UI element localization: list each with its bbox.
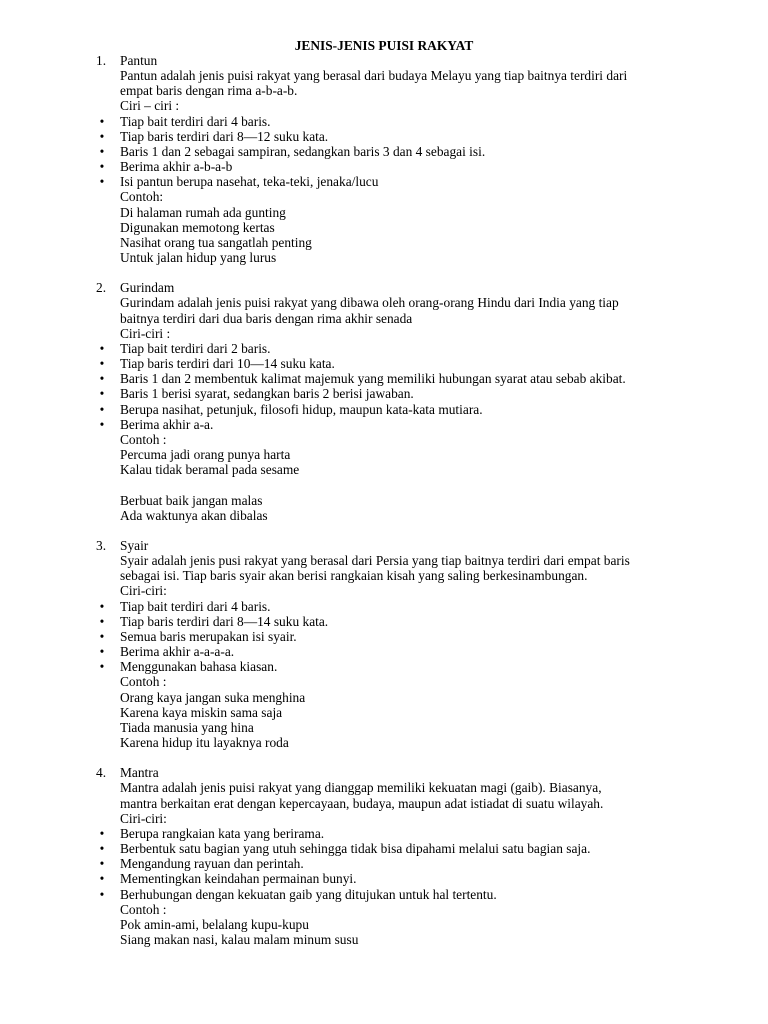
example-line: Orang kaya jangan suka menghina bbox=[120, 689, 306, 705]
example-line: Untuk jalan hidup yang lurus bbox=[120, 250, 277, 266]
ciri-item bbox=[96, 159, 726, 174]
bullet-icon: • bbox=[99, 356, 105, 372]
bullet-icon: • bbox=[99, 856, 105, 872]
section-heading bbox=[96, 538, 726, 553]
ciri-item bbox=[96, 871, 726, 886]
description-line: baitnya terdiri dari dua baris dengan rima akhir senada bbox=[120, 310, 413, 326]
example-line: Karena kaya miskin sama saja bbox=[120, 704, 283, 720]
section-gap bbox=[96, 265, 726, 280]
ciri-text: Mengandung rayuan dan perintah. bbox=[120, 856, 304, 872]
bullet-icon: • bbox=[99, 871, 105, 887]
ciri-text: Berhubungan dengan kekuatan gaib yang ditujukan untuk hal tertentu. bbox=[120, 886, 497, 902]
example-line: Digunakan memotong kertas bbox=[120, 219, 275, 235]
contoh-label: Contoh: bbox=[120, 189, 164, 205]
bullet-icon: • bbox=[99, 128, 105, 144]
example-line: Berbuat baik jangan malas bbox=[120, 492, 263, 508]
ciri-text: Menggunakan bahasa kiasan. bbox=[120, 659, 278, 675]
ciri-text: Berupa nasihat, petunjuk, filosofi hidup, maupun kata-kata mutiara. bbox=[120, 401, 483, 417]
ciri-item bbox=[96, 371, 726, 386]
bullet-icon: • bbox=[99, 113, 105, 129]
ciri-label: Ciri – ciri : bbox=[120, 98, 180, 114]
description-line: sebagai isi. Tiap baris syair akan berisi rangkaian kisah yang saling berkesinambungan. bbox=[120, 568, 588, 584]
example-line: Tiada manusia yang hina bbox=[120, 719, 254, 735]
ciri-text: Baris 1 dan 2 sebagai sampiran, sedangkan baris 3 dan 4 sebagai isi. bbox=[120, 143, 486, 159]
section-name: Syair bbox=[120, 537, 149, 553]
example-line: Karena hidup itu layaknya roda bbox=[120, 734, 289, 750]
ciri-text: Tiap bait terdiri dari 4 baris. bbox=[120, 113, 271, 129]
document-body bbox=[96, 53, 726, 947]
description-line: mantra berkaitan erat dengan kepercayaan, budaya, maupun adat istiadat di suatu wilayah. bbox=[120, 795, 604, 811]
bullet-icon: • bbox=[99, 401, 105, 417]
ciri-label: Ciri-ciri: bbox=[120, 583, 167, 599]
section-name: Pantun bbox=[120, 53, 158, 68]
section-gap bbox=[96, 750, 726, 765]
section-heading bbox=[96, 53, 726, 68]
ciri-item bbox=[96, 887, 726, 902]
section-name: Gurindam bbox=[120, 280, 175, 296]
document-title: JENIS-JENIS PUISI RAKYAT bbox=[294, 38, 474, 53]
ciri-item bbox=[96, 417, 726, 432]
ciri-label: Ciri-ciri: bbox=[120, 810, 167, 826]
ciri-text: Baris 1 dan 2 membentuk kalimat majemuk yang memiliki hubungan syarat atau sebab akibat. bbox=[120, 371, 626, 387]
example-line: Ada waktunya akan dibalas bbox=[120, 507, 268, 523]
ciri-item bbox=[96, 629, 726, 644]
bullet-icon: • bbox=[99, 825, 105, 841]
ciri-item bbox=[96, 659, 726, 674]
ciri-text: Baris 1 berisi syarat, sedangkan baris 2 berisi jawaban. bbox=[120, 386, 414, 402]
contoh-label: Contoh : bbox=[120, 674, 167, 690]
example-line: Pok amin-ami, belalang kupu-kupu bbox=[120, 916, 309, 932]
ciri-text: Berima akhir a-b-a-b bbox=[120, 159, 233, 175]
bullet-icon: • bbox=[99, 598, 105, 614]
section-number: 1. bbox=[96, 53, 107, 68]
ciri-item bbox=[96, 114, 726, 129]
ciri-text: Berima akhir a-a. bbox=[120, 416, 214, 432]
description-line: Syair adalah jenis pusi rakyat yang berasal dari Persia yang tiap baitnya terdiri dari empat baris bbox=[120, 553, 630, 569]
example-line: Nasihat orang tua sangatlah penting bbox=[120, 234, 312, 250]
ciri-item bbox=[96, 386, 726, 401]
ciri-item bbox=[96, 144, 726, 159]
ciri-item bbox=[96, 856, 726, 871]
example-line: Kalau tidak beramal pada sesame bbox=[120, 462, 300, 478]
ciri-text: Berupa rangkaian kata yang berirama. bbox=[120, 825, 325, 841]
ciri-item bbox=[96, 174, 726, 189]
ciri-text: Mementingkan keindahan permainan bunyi. bbox=[120, 871, 357, 887]
description-line: Gurindam adalah jenis puisi rakyat yang dibawa oleh orang-orang Hindu dari India yang tiap bbox=[120, 295, 619, 311]
ciri-label: Ciri-ciri : bbox=[120, 325, 171, 341]
section-gap bbox=[96, 523, 726, 538]
ciri-text: Tiap baris terdiri dari 8—12 suku kata. bbox=[120, 128, 329, 144]
ciri-item bbox=[96, 644, 726, 659]
section-mantra bbox=[96, 765, 726, 947]
bullet-icon: • bbox=[99, 628, 105, 644]
section-heading bbox=[96, 280, 726, 295]
description-line: empat baris dengan rima a-b-a-b. bbox=[120, 83, 298, 99]
ciri-item bbox=[96, 614, 726, 629]
section-syair bbox=[96, 538, 726, 750]
ciri-item bbox=[96, 129, 726, 144]
ciri-text: Berbentuk satu bagian yang utuh sehingga tidak bisa dipahami melalui satu bagian saja. bbox=[120, 841, 591, 857]
section-pantun bbox=[96, 53, 726, 265]
bullet-icon: • bbox=[99, 143, 105, 159]
bullet-icon: • bbox=[99, 174, 105, 190]
example-line: Di halaman rumah ada gunting bbox=[120, 204, 286, 220]
bullet-icon: • bbox=[99, 416, 105, 432]
bullet-icon: • bbox=[99, 659, 105, 675]
ciri-text: Tiap bait terdiri dari 4 baris. bbox=[120, 598, 271, 614]
ciri-text: Tiap baris terdiri dari 8—14 suku kata. bbox=[120, 613, 329, 629]
section-gurindam bbox=[96, 280, 726, 522]
section-heading bbox=[96, 765, 726, 780]
contoh-label: Contoh : bbox=[120, 431, 167, 447]
stanza-gap bbox=[96, 477, 726, 492]
bullet-icon: • bbox=[99, 886, 105, 902]
example-line: Siang makan nasi, kalau malam minum susu bbox=[120, 932, 359, 947]
ciri-item bbox=[96, 826, 726, 841]
section-number: 4. bbox=[96, 765, 107, 781]
ciri-item bbox=[96, 599, 726, 614]
ciri-text: Tiap baris terdiri dari 10—14 suku kata. bbox=[120, 356, 335, 372]
bullet-icon: • bbox=[99, 644, 105, 660]
contoh-label: Contoh : bbox=[120, 901, 167, 917]
bullet-icon: • bbox=[99, 386, 105, 402]
description-line: Mantra adalah jenis puisi rakyat yang dianggap memiliki kekuatan magi (gaib). Biasanya, bbox=[120, 780, 602, 796]
bullet-icon: • bbox=[99, 340, 105, 356]
example-line: Percuma jadi orang punya harta bbox=[120, 447, 291, 463]
section-number: 3. bbox=[96, 537, 107, 553]
ciri-text: Berima akhir a-a-a-a. bbox=[120, 644, 235, 660]
ciri-text: Isi pantun berupa nasehat, teka-teki, jenaka/lucu bbox=[120, 174, 379, 190]
bullet-icon: • bbox=[99, 371, 105, 387]
ciri-item bbox=[96, 341, 726, 356]
ciri-text: Semua baris merupakan isi syair. bbox=[120, 628, 297, 644]
ciri-text: Tiap bait terdiri dari 2 baris. bbox=[120, 340, 271, 356]
section-number: 2. bbox=[96, 280, 107, 296]
description-line: Pantun adalah jenis puisi rakyat yang berasal dari budaya Melayu yang tiap baitnya terdiri dari bbox=[120, 68, 628, 84]
ciri-item bbox=[96, 402, 726, 417]
bullet-icon: • bbox=[99, 613, 105, 629]
bullet-icon: • bbox=[99, 159, 105, 175]
section-name: Mantra bbox=[120, 765, 159, 781]
ciri-item bbox=[96, 356, 726, 371]
ciri-item bbox=[96, 841, 726, 856]
bullet-icon: • bbox=[99, 841, 105, 857]
